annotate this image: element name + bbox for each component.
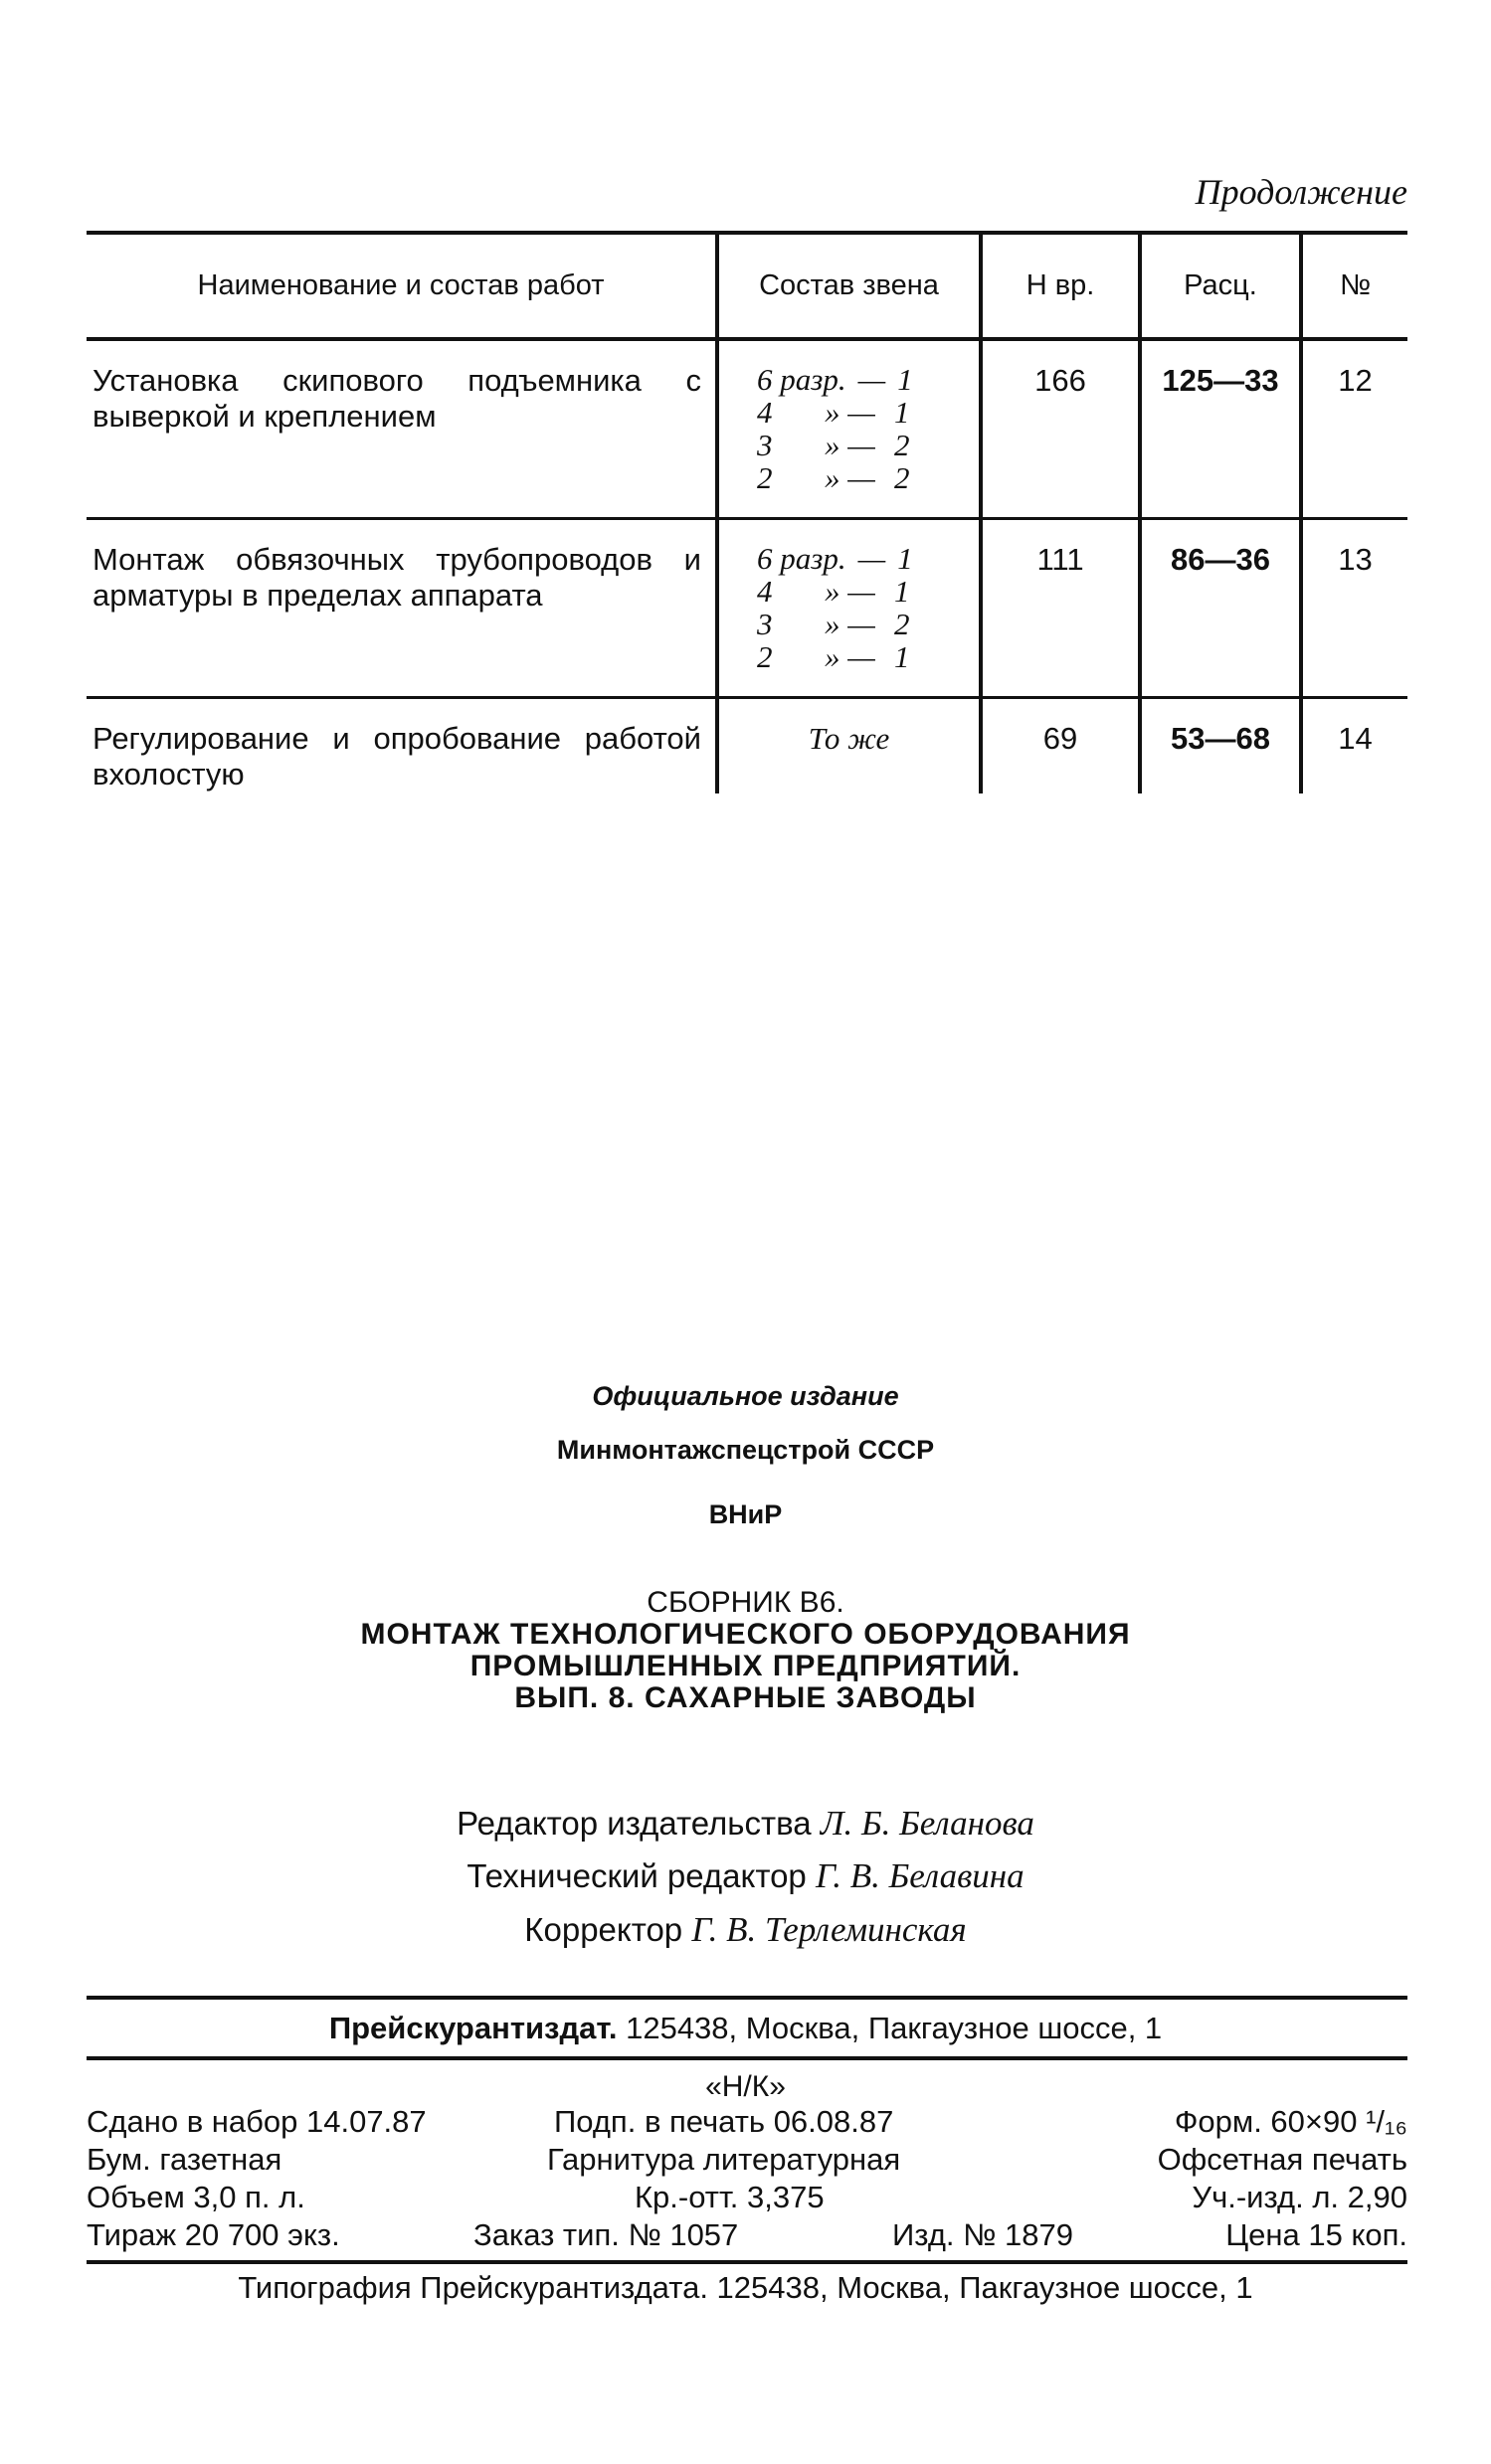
crew-grade: 4 <box>757 395 773 430</box>
printer-line: Типография Прейскурантиздата. 125438, Москва, Пакгаузное шоссе, 1 <box>238 2270 1253 2305</box>
publisher-address: 125438, Москва, Пакгаузное шоссе, 1 <box>626 2011 1163 2045</box>
credit-tech-editor <box>0 1856 1491 1896</box>
detail-volume: Объем 3,0 п. л. <box>87 2180 305 2214</box>
header-name: Наименование и состав работ <box>87 233 717 339</box>
rate: 53—68 <box>1140 698 1301 794</box>
detail-print: Офсетная печать <box>1157 2142 1407 2177</box>
credit-role: Редактор издательства <box>457 1805 812 1842</box>
nk-mark: «Н/К» <box>705 2070 786 2103</box>
header-crew: Состав звена <box>717 233 981 339</box>
divider <box>87 2260 1407 2264</box>
detail-signed: Подп. в печать 06.08.87 <box>554 2104 894 2139</box>
crew-count: 2 <box>894 428 910 462</box>
table-header-row <box>87 233 1407 339</box>
header-norm-time: Н вр. <box>981 233 1140 339</box>
crew-line <box>757 396 978 429</box>
crew-sep: » — <box>825 395 875 430</box>
crew-grade: 4 <box>757 574 773 609</box>
detail-row <box>87 2142 1407 2178</box>
crew-grade: 6 разр. <box>757 541 846 576</box>
crew-same: То же <box>717 698 981 794</box>
detail-paper: Бум. газетная <box>87 2142 282 2177</box>
crew-grade: 2 <box>757 460 773 495</box>
crew-sep: » — <box>825 639 875 674</box>
official-edition: Официальное издание <box>592 1381 899 1411</box>
crew-composition <box>717 339 981 519</box>
work-name: Установка скипового подъемника с выверкой и креплением <box>87 339 717 519</box>
crew-line <box>757 575 978 608</box>
detail-typeset: Сдано в набор 14.07.87 <box>87 2104 427 2139</box>
vnir-label: ВНиР <box>708 1499 783 1529</box>
table-row <box>87 339 1407 519</box>
crew-grade: 3 <box>757 607 773 641</box>
crew-sep: » — <box>825 607 875 641</box>
detail-price: Цена 15 коп. <box>1225 2217 1407 2252</box>
table-row <box>87 698 1407 794</box>
detail-row <box>87 2180 1407 2215</box>
work-name: Монтаж обвязочных трубопроводов и арматуры в пределах аппарата <box>87 519 717 698</box>
publisher-name: Прейскурантиздат. <box>328 2011 618 2045</box>
crew-count: 2 <box>894 460 910 495</box>
crew-line <box>757 461 978 494</box>
crew-sep: » — <box>825 428 875 462</box>
detail-typeface: Гарнитура литературная <box>547 2142 901 2177</box>
crew-sep: — <box>857 362 886 397</box>
credit-name: Г. В. Терлеминская <box>691 1910 967 1949</box>
divider <box>87 2056 1407 2060</box>
detail-circulation: Тираж 20 700 экз. <box>87 2217 340 2252</box>
crew-line <box>757 363 978 396</box>
crew-count: 1 <box>897 541 913 576</box>
detail-format: Форм. 60×90 ¹/₁₆ <box>1174 2104 1407 2139</box>
crew-line <box>757 640 978 673</box>
crew-grade: 3 <box>757 428 773 462</box>
norm-time: 111 <box>981 519 1140 698</box>
detail-row <box>87 2104 1407 2140</box>
header-number: № <box>1301 233 1407 339</box>
crew-line <box>757 429 978 461</box>
title-line: ПРОМЫШЛЕННЫХ ПРЕДПРИЯТИЙ. <box>469 1650 1022 1682</box>
title-line: МОНТАЖ ТЕХНОЛОГИЧЕСКОГО ОБОРУДОВАНИЯ <box>360 1618 1131 1651</box>
credit-name: Г. В. Белавина <box>815 1856 1025 1895</box>
credit-corrector <box>0 1910 1491 1950</box>
crew-line <box>757 608 978 640</box>
crew-grade: 6 разр. <box>757 362 846 397</box>
crew-count: 1 <box>894 639 910 674</box>
crew-count: 1 <box>897 362 913 397</box>
rate: 125—33 <box>1140 339 1301 519</box>
table-row <box>87 519 1407 698</box>
crew-sep: » — <box>825 460 875 495</box>
detail-impressions: Кр.-отт. 3,375 <box>635 2180 825 2214</box>
crew-composition <box>717 519 981 698</box>
credit-role: Корректор <box>524 1911 683 1948</box>
credit-name: Л. Б. Беланова <box>820 1804 1034 1843</box>
continuation-label: Продолжение <box>1195 172 1407 212</box>
item-number: 12 <box>1301 339 1407 519</box>
crew-sep: — <box>857 541 886 576</box>
ministry: Минмонтажспецстрой СССР <box>556 1435 935 1465</box>
title-line: ВЫП. 8. САХАРНЫЕ ЗАВОДЫ <box>514 1681 977 1714</box>
norm-time: 166 <box>981 339 1140 519</box>
item-number: 13 <box>1301 519 1407 698</box>
detail-edit-sheets: Уч.-изд. л. 2,90 <box>1192 2180 1407 2214</box>
credit-role: Технический редактор <box>466 1857 807 1894</box>
rate: 86—36 <box>1140 519 1301 698</box>
crew-sep: » — <box>825 574 875 609</box>
crew-count: 1 <box>894 574 910 609</box>
detail-row <box>87 2217 1407 2253</box>
work-name: Регулирование и опробование работой вхолостую <box>93 721 701 792</box>
credit-editor <box>0 1804 1491 1844</box>
detail-order: Заказ тип. № 1057 <box>473 2217 739 2252</box>
collection-title-block <box>0 1587 1491 1714</box>
norm-time: 69 <box>981 698 1140 794</box>
crew-count: 1 <box>894 395 910 430</box>
publisher-line <box>0 2011 1491 2046</box>
header-rate: Расц. <box>1140 233 1301 339</box>
collection-line: СБОРНИК В6. <box>647 1586 844 1619</box>
detail-issue: Изд. № 1879 <box>892 2217 1073 2252</box>
divider <box>87 1996 1407 2000</box>
crew-count: 2 <box>894 607 910 641</box>
crew-line <box>757 542 978 575</box>
work-rates-table <box>87 231 1407 793</box>
crew-grade: 2 <box>757 639 773 674</box>
item-number: 14 <box>1301 698 1407 794</box>
